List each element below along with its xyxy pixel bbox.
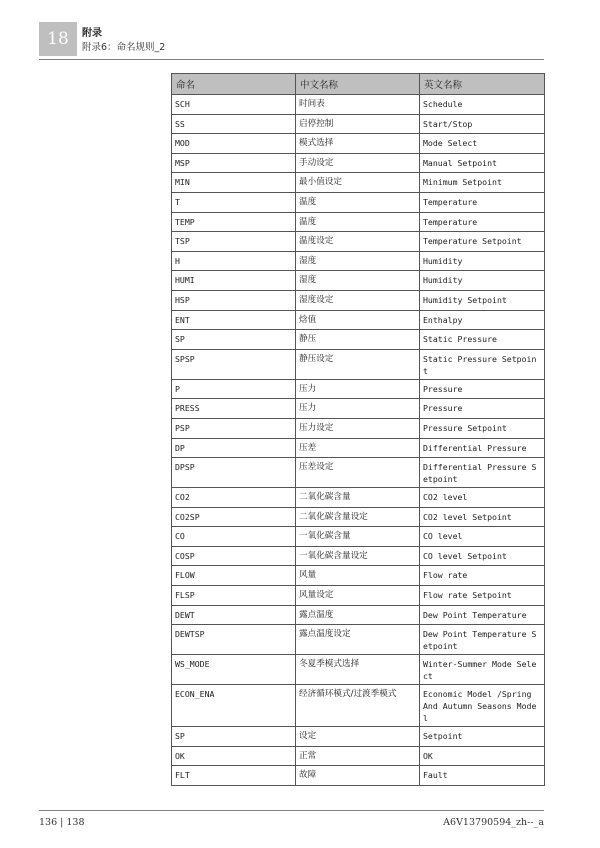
cell-chinese-name: 一氧化碳含量 <box>296 527 420 547</box>
cell-abbreviation: SS <box>172 114 296 134</box>
cell-abbreviation: MIN <box>172 173 296 193</box>
cell-english-name: Schedule <box>420 95 545 115</box>
cell-abbreviation: ENT <box>172 310 296 330</box>
cell-abbreviation: TSP <box>172 232 296 252</box>
column-header-abbreviation: 命名 <box>172 74 296 95</box>
cell-chinese-name: 经济循环模式/过渡季模式 <box>296 685 420 727</box>
table-body <box>172 95 545 786</box>
cell-english-name: Differential Pressure <box>420 438 545 458</box>
table-row <box>172 153 545 173</box>
table-row <box>172 95 545 115</box>
table-row <box>172 310 545 330</box>
table-row <box>172 232 545 252</box>
cell-english-name: Pressure <box>420 399 545 419</box>
table-row <box>172 134 545 154</box>
cell-abbreviation: SPSP <box>172 349 296 379</box>
cell-english-name: Winter-Summer Mode Select <box>420 655 545 685</box>
cell-english-name: CO2 level Setpoint <box>420 507 545 527</box>
cell-abbreviation: DPSP <box>172 458 296 488</box>
cell-english-name: Flow rate Setpoint <box>420 586 545 606</box>
table-row <box>172 290 545 310</box>
cell-english-name: Flow rate <box>420 566 545 586</box>
chapter-number-badge: 18 <box>39 22 77 56</box>
cell-english-name: Start/Stop <box>420 114 545 134</box>
table-row <box>172 605 545 625</box>
cell-english-name: Minimum Setpoint <box>420 173 545 193</box>
cell-chinese-name: 风量 <box>296 566 420 586</box>
cell-abbreviation: PSP <box>172 418 296 438</box>
cell-chinese-name: 故障 <box>296 766 420 786</box>
cell-abbreviation: CO <box>172 527 296 547</box>
cell-chinese-name: 压力设定 <box>296 418 420 438</box>
cell-chinese-name: 湿度 <box>296 251 420 271</box>
table-row <box>172 212 545 232</box>
table-row <box>172 586 545 606</box>
cell-abbreviation: COSP <box>172 546 296 566</box>
cell-english-name: Enthalpy <box>420 310 545 330</box>
table-row <box>172 488 545 508</box>
table-header-row <box>172 74 545 95</box>
cell-chinese-name: 露点温度设定 <box>296 625 420 655</box>
cell-english-name: Mode Select <box>420 134 545 154</box>
cell-english-name: Static Pressure Setpoint <box>420 349 545 379</box>
cell-chinese-name: 静压 <box>296 330 420 350</box>
table-row <box>172 746 545 766</box>
cell-abbreviation: HSP <box>172 290 296 310</box>
cell-chinese-name: 温度 <box>296 192 420 212</box>
table-row <box>172 330 545 350</box>
cell-english-name: Pressure <box>420 379 545 399</box>
cell-abbreviation: ECON_ENA <box>172 685 296 727</box>
footer-divider <box>39 810 544 811</box>
cell-english-name: CO level <box>420 527 545 547</box>
cell-chinese-name: 露点温度 <box>296 605 420 625</box>
cell-chinese-name: 设定 <box>296 727 420 747</box>
cell-abbreviation: SCH <box>172 95 296 115</box>
section-subtitle: 附录6：命名规则_2 <box>82 42 166 53</box>
cell-chinese-name: 模式选择 <box>296 134 420 154</box>
table-row <box>172 379 545 399</box>
table-row <box>172 527 545 547</box>
cell-english-name: Economic Model /Spring And Autumn Seasons Model <box>420 685 545 727</box>
cell-abbreviation: MOD <box>172 134 296 154</box>
cell-abbreviation: SP <box>172 727 296 747</box>
table-row <box>172 685 545 727</box>
cell-abbreviation: TEMP <box>172 212 296 232</box>
cell-abbreviation: T <box>172 192 296 212</box>
cell-english-name: Dew Point Temperature <box>420 605 545 625</box>
cell-chinese-name: 湿度设定 <box>296 290 420 310</box>
cell-chinese-name: 二氧化碳含量 <box>296 488 420 508</box>
document-id: A6V13790594_zh--_a <box>443 817 544 828</box>
cell-abbreviation: DP <box>172 438 296 458</box>
cell-english-name: CO2 level <box>420 488 545 508</box>
table-row <box>172 271 545 291</box>
table-row <box>172 766 545 786</box>
table-row <box>172 251 545 271</box>
cell-abbreviation: WS_MODE <box>172 655 296 685</box>
cell-chinese-name: 压力 <box>296 379 420 399</box>
cell-english-name: Pressure Setpoint <box>420 418 545 438</box>
cell-chinese-name: 正常 <box>296 746 420 766</box>
cell-chinese-name: 冬夏季模式选择 <box>296 655 420 685</box>
table-row <box>172 655 545 685</box>
cell-chinese-name: 温度设定 <box>296 232 420 252</box>
cell-chinese-name: 启停控制 <box>296 114 420 134</box>
cell-chinese-name: 焓值 <box>296 310 420 330</box>
cell-abbreviation: FLOW <box>172 566 296 586</box>
table-row <box>172 458 545 488</box>
cell-english-name: Setpoint <box>420 727 545 747</box>
table-row <box>172 418 545 438</box>
cell-abbreviation: FLT <box>172 766 296 786</box>
cell-chinese-name: 最小值设定 <box>296 173 420 193</box>
table-row <box>172 173 545 193</box>
cell-abbreviation: PRESS <box>172 399 296 419</box>
cell-abbreviation: DEWT <box>172 605 296 625</box>
cell-english-name: OK <box>420 746 545 766</box>
cell-chinese-name: 温度 <box>296 212 420 232</box>
cell-chinese-name: 压差设定 <box>296 458 420 488</box>
cell-english-name: Temperature <box>420 212 545 232</box>
cell-english-name: Static Pressure <box>420 330 545 350</box>
cell-abbreviation: P <box>172 379 296 399</box>
cell-english-name: Temperature Setpoint <box>420 232 545 252</box>
cell-english-name: Differential Pressure Setpoint <box>420 458 545 488</box>
table-row <box>172 438 545 458</box>
cell-abbreviation: OK <box>172 746 296 766</box>
chapter-title: 附录 <box>82 28 102 39</box>
table-row <box>172 625 545 655</box>
naming-rules-table <box>171 73 545 786</box>
cell-abbreviation: CO2SP <box>172 507 296 527</box>
cell-english-name: Manual Setpoint <box>420 153 545 173</box>
cell-abbreviation: H <box>172 251 296 271</box>
cell-abbreviation: MSP <box>172 153 296 173</box>
cell-chinese-name: 风量设定 <box>296 586 420 606</box>
cell-abbreviation: FLSP <box>172 586 296 606</box>
cell-english-name: Humidity <box>420 251 545 271</box>
header-divider <box>39 59 544 60</box>
table-row <box>172 399 545 419</box>
table-row <box>172 349 545 379</box>
cell-abbreviation: CO2 <box>172 488 296 508</box>
cell-english-name: Temperature <box>420 192 545 212</box>
cell-chinese-name: 压力 <box>296 399 420 419</box>
cell-chinese-name: 静压设定 <box>296 349 420 379</box>
cell-chinese-name: 压差 <box>296 438 420 458</box>
cell-english-name: Fault <box>420 766 545 786</box>
column-header-english-name: 英文名称 <box>420 74 545 95</box>
table-row <box>172 192 545 212</box>
cell-chinese-name: 湿度 <box>296 271 420 291</box>
cell-english-name: CO level Setpoint <box>420 546 545 566</box>
cell-english-name: Humidity Setpoint <box>420 290 545 310</box>
table-row <box>172 566 545 586</box>
cell-abbreviation: SP <box>172 330 296 350</box>
cell-abbreviation: HUMI <box>172 271 296 291</box>
table-row <box>172 546 545 566</box>
cell-english-name: Humidity <box>420 271 545 291</box>
cell-english-name: Dew Point Temperature Setpoint <box>420 625 545 655</box>
cell-chinese-name: 时间表 <box>296 95 420 115</box>
cell-chinese-name: 手动设定 <box>296 153 420 173</box>
table-row <box>172 114 545 134</box>
table-row <box>172 507 545 527</box>
column-header-chinese-name: 中文名称 <box>296 74 420 95</box>
cell-chinese-name: 二氧化碳含量设定 <box>296 507 420 527</box>
cell-abbreviation: DEWTSP <box>172 625 296 655</box>
table-row <box>172 727 545 747</box>
cell-chinese-name: 一氧化碳含量设定 <box>296 546 420 566</box>
page-number: 136 | 138 <box>39 817 85 828</box>
